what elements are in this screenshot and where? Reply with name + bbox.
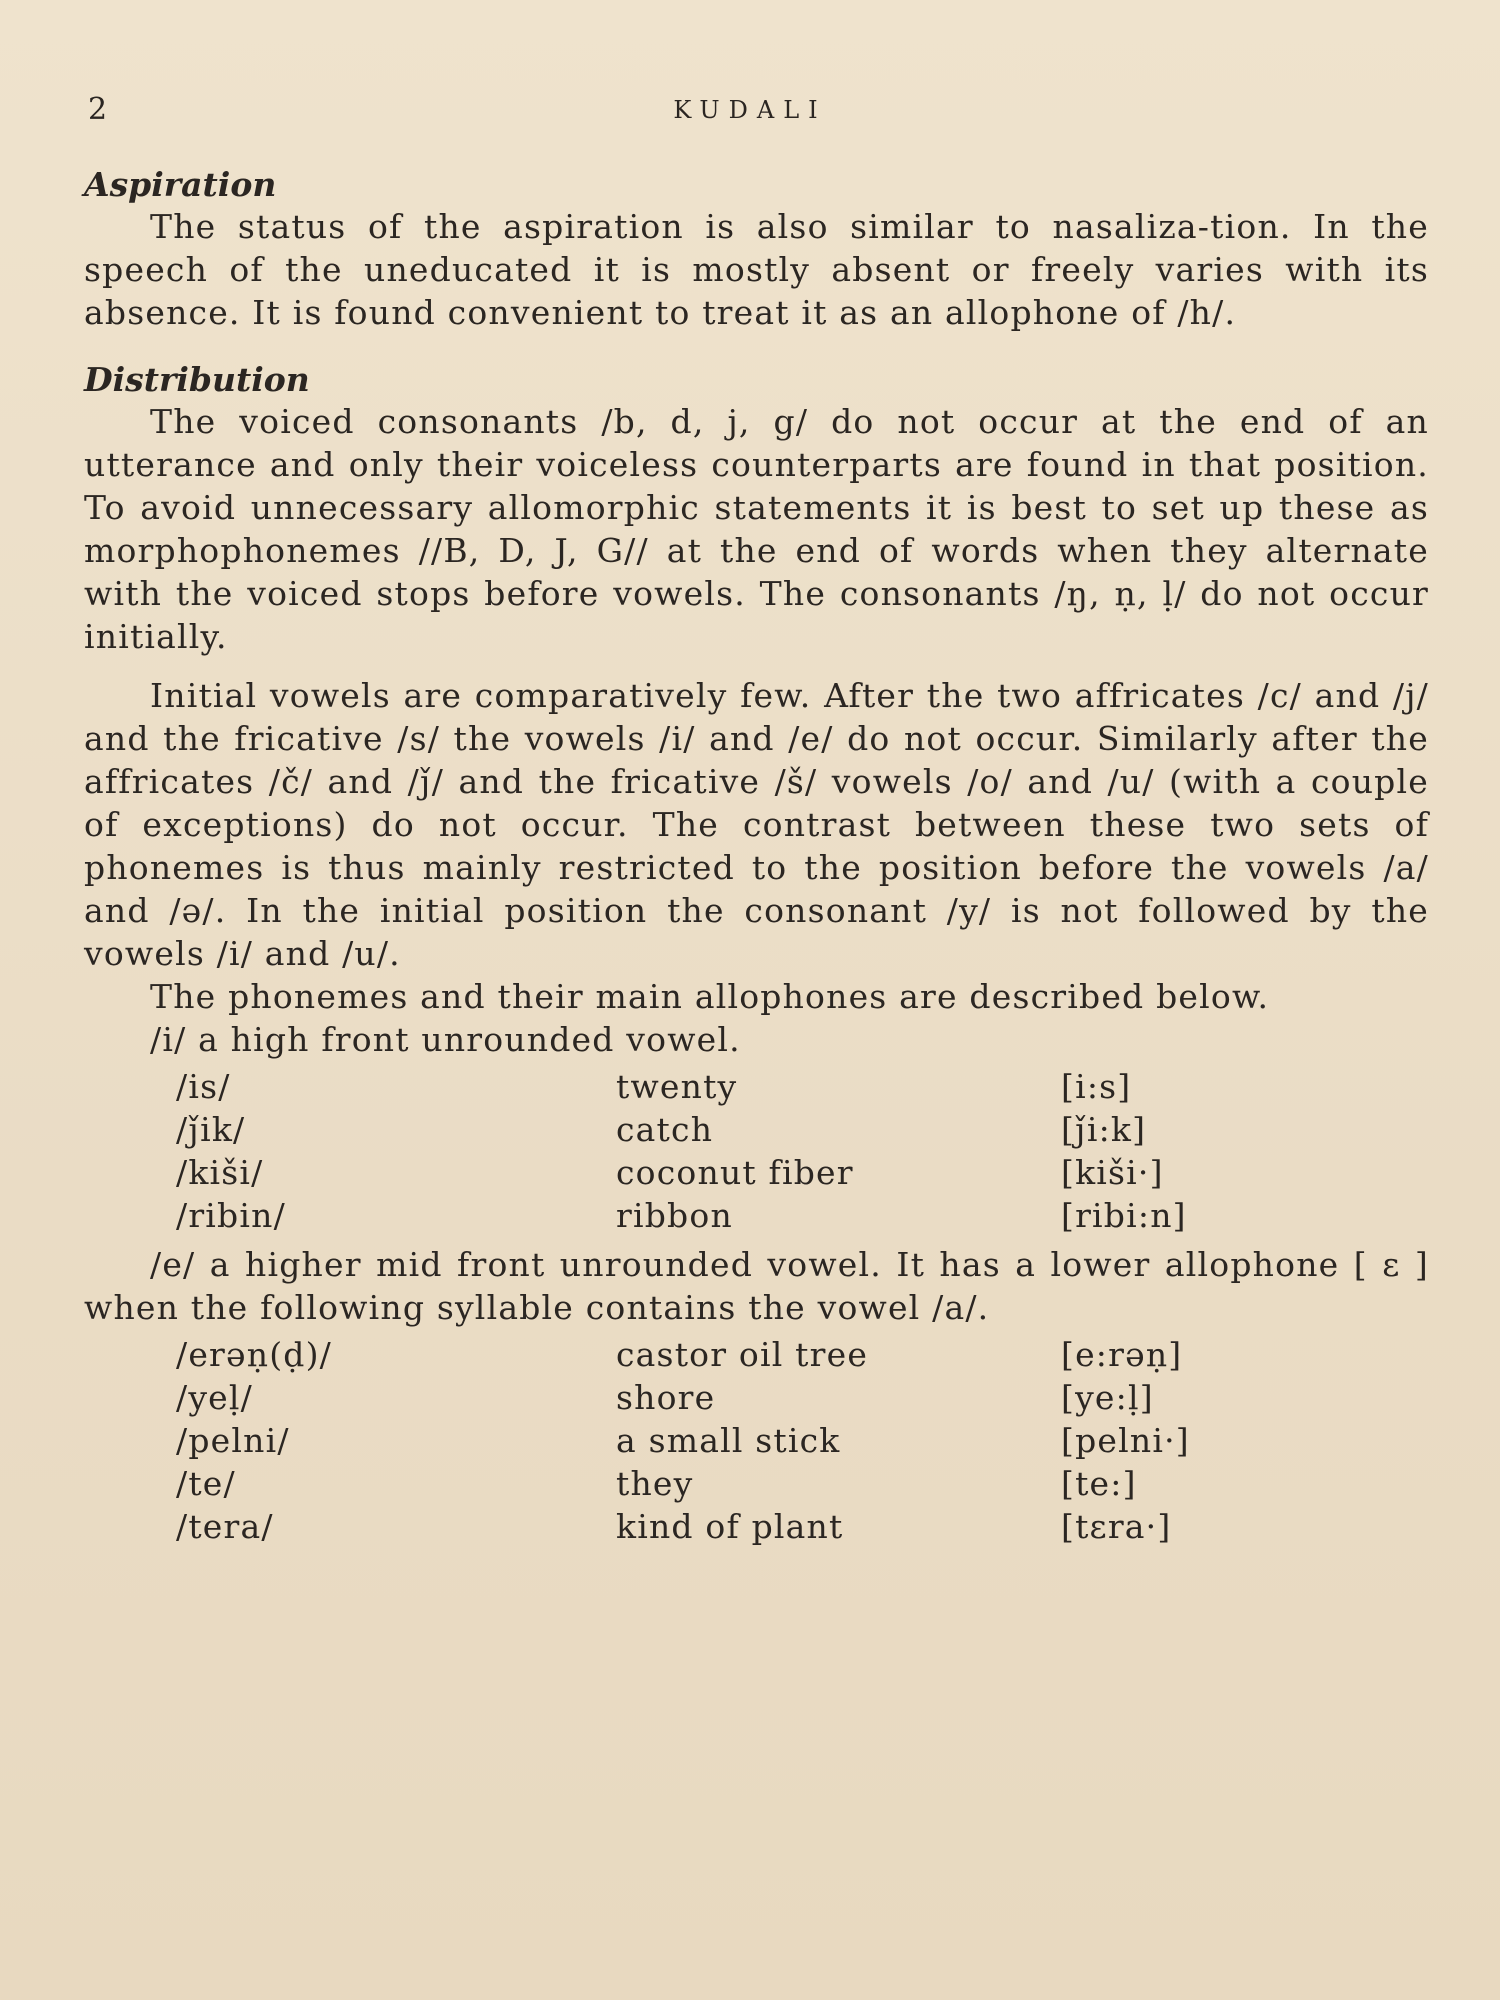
example-form: /ǰik/ bbox=[176, 1110, 246, 1149]
example-gloss: catch bbox=[616, 1110, 714, 1149]
example-phonetic: [tɛra·] bbox=[1061, 1507, 1172, 1546]
example-phonetic: [ribi:n] bbox=[1061, 1196, 1187, 1235]
page-body bbox=[84, 165, 1429, 1554]
example-row bbox=[84, 1333, 1429, 1376]
distribution-heading: Distribution bbox=[84, 360, 310, 399]
example-row bbox=[84, 1462, 1429, 1505]
example-row bbox=[84, 1376, 1429, 1419]
example-phonetic: [ye:ḷ] bbox=[1061, 1378, 1154, 1417]
example-gloss: twenty bbox=[616, 1067, 738, 1106]
example-gloss: castor oil tree bbox=[616, 1335, 869, 1374]
vowel-e-examples bbox=[84, 1333, 1429, 1548]
distribution-paragraph-3: The phonemes and their main allophones are described below. bbox=[150, 977, 1270, 1016]
example-gloss: coconut fiber bbox=[616, 1153, 854, 1192]
vowel-e-description: /e/ a higher mid front unrounded vowel. It has a lower allophone [ ɛ ] when the following syllable contains the vowel /a/. bbox=[84, 1245, 1429, 1327]
example-form: /pelni/ bbox=[176, 1421, 290, 1460]
example-gloss: shore bbox=[616, 1378, 716, 1417]
example-form: /erəṇ(ḍ)/ bbox=[176, 1335, 332, 1374]
example-form: /ribin/ bbox=[176, 1196, 286, 1235]
example-form: /is/ bbox=[176, 1067, 231, 1106]
example-form: /kiši/ bbox=[176, 1153, 264, 1192]
example-form: /yeḷ/ bbox=[176, 1378, 253, 1417]
example-row bbox=[84, 1505, 1429, 1548]
example-gloss: a small stick bbox=[616, 1421, 841, 1460]
example-gloss: ribbon bbox=[616, 1196, 733, 1235]
example-gloss: they bbox=[616, 1464, 694, 1503]
distribution-paragraph-1: The voiced consonants /b, d, j, g/ do not occur at the end of an utterance and only their voiceless counterparts are found in that position. To avoid unnecessary allomorphic statements it is best to set up these as morphophonemes //B, D, J, G// at the end of words when they alternate with the voiced stops before vowels. The consonants /ŋ, ṇ, ḷ/ do not occur initially. bbox=[84, 402, 1429, 656]
example-phonetic: [e:rəṇ] bbox=[1061, 1335, 1183, 1374]
example-row bbox=[84, 1065, 1429, 1108]
example-phonetic: [te:] bbox=[1061, 1464, 1137, 1503]
example-row bbox=[84, 1194, 1429, 1237]
example-row bbox=[84, 1419, 1429, 1462]
example-phonetic: [ǰi:k] bbox=[1061, 1110, 1147, 1149]
example-form: /tera/ bbox=[176, 1507, 274, 1546]
page-number: 2 bbox=[88, 92, 108, 127]
example-phonetic: [i:s] bbox=[1061, 1067, 1132, 1106]
page-header bbox=[88, 92, 1412, 132]
example-phonetic: [kiši·] bbox=[1061, 1153, 1164, 1192]
aspiration-heading: Aspiration bbox=[84, 165, 277, 204]
aspiration-paragraph: The status of the aspiration is also similar to nasaliza-tion. In the speech of the uneducated it is mostly absent or freely varies with its absence. It is found convenient to treat it as an allophone of /h/. bbox=[84, 207, 1429, 332]
example-row bbox=[84, 1108, 1429, 1151]
distribution-paragraph-2: Initial vowels are comparatively few. After the two affricates /c/ and /j/ and the fricative /s/ the vowels /i/ and /e/ do not occur. Similarly after the affricates /č/ and /ǰ/ and the fricative /š/ vowels /o/ and /u/ (with a couple of exceptions) do not occur. The contrast between these two sets of phonemes is thus mainly restricted to the position before the vowels /a/ and /ə/. In the initial position the consonant /y/ is not followed by the vowels /i/ and /u/. bbox=[84, 676, 1429, 973]
example-phonetic: [pelni·] bbox=[1061, 1421, 1190, 1460]
example-gloss: kind of plant bbox=[616, 1507, 844, 1546]
vowel-i-description: /i/ a high front unrounded vowel. bbox=[150, 1020, 741, 1059]
example-row bbox=[84, 1151, 1429, 1194]
example-form: /te/ bbox=[176, 1464, 236, 1503]
running-title: KUDALI bbox=[673, 96, 827, 124]
vowel-i-examples bbox=[84, 1065, 1429, 1237]
